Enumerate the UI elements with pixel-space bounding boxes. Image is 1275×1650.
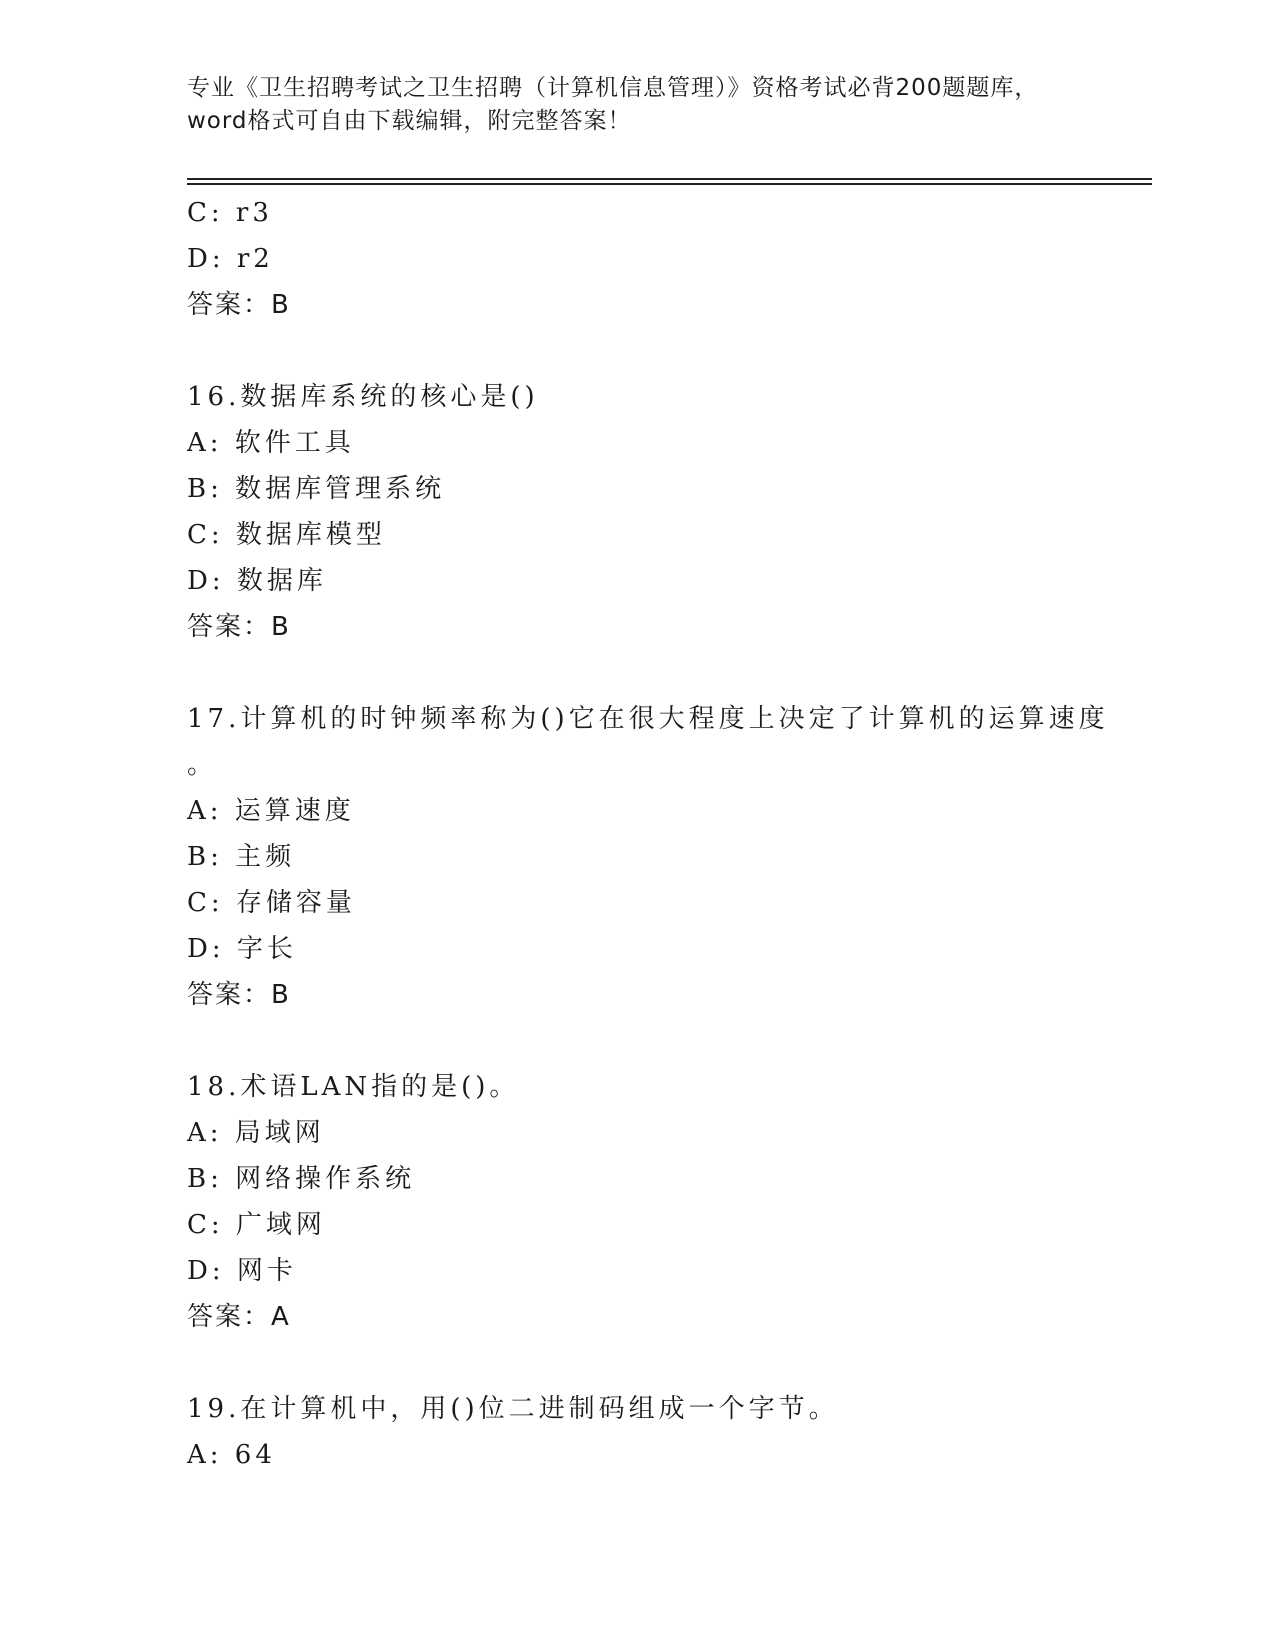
answer-line: 答案：B	[187, 980, 291, 1010]
question-block-17	[187, 696, 1147, 1018]
question-list	[187, 190, 1147, 1478]
option-d: D: 数据库	[187, 566, 327, 596]
option-d: D: 字长	[187, 934, 297, 964]
option-d: D: 网卡	[187, 1256, 297, 1286]
spacer	[187, 1018, 1147, 1064]
document-header	[187, 72, 1087, 138]
option-c: C: r3	[187, 198, 273, 228]
option-c: C: 广域网	[187, 1210, 326, 1240]
option-b: B: 数据库管理系统	[187, 474, 446, 504]
option-c: C: 存储容量	[187, 888, 356, 918]
question-stem: 17.计算机的时钟频率称为()它在很大程度上决定了计算机的运算速度	[187, 704, 1109, 734]
option-b: B: 网络操作系统	[187, 1164, 416, 1194]
header-divider-top	[187, 178, 1152, 180]
question-block-prev	[187, 190, 1147, 328]
option-a: A: 软件工具	[187, 428, 355, 458]
question-stem: 16.数据库系统的核心是()	[187, 382, 539, 412]
spacer	[187, 650, 1147, 696]
option-c: C: 数据库模型	[187, 520, 386, 550]
header-divider-bottom	[187, 183, 1152, 185]
question-stem: 19.在计算机中，用()位二进制码组成一个字节。	[187, 1394, 839, 1424]
answer-line: 答案：B	[187, 612, 291, 642]
question-block-18	[187, 1064, 1147, 1340]
option-d: D: r2	[187, 244, 274, 274]
question-block-16	[187, 374, 1147, 650]
question-stem: 18.术语LAN指的是()。	[187, 1072, 520, 1102]
question-block-19	[187, 1386, 1147, 1478]
answer-line: 答案：B	[187, 290, 291, 320]
spacer	[187, 1340, 1147, 1386]
header-title-line-2: word格式可自由下载编辑，附完整答案！	[187, 108, 632, 134]
option-a: A: 局域网	[187, 1118, 325, 1148]
option-b: B: 主频	[187, 842, 296, 872]
header-title-line-1: 专业《卫生招聘考试之卫生招聘（计算机信息管理）》资格考试必背200题题库，	[187, 75, 1039, 101]
question-stem-continuation: 。	[187, 750, 214, 780]
answer-line: 答案：A	[187, 1302, 291, 1332]
spacer	[187, 328, 1147, 374]
option-a: A: 64	[187, 1440, 276, 1470]
option-a: A: 运算速度	[187, 796, 355, 826]
